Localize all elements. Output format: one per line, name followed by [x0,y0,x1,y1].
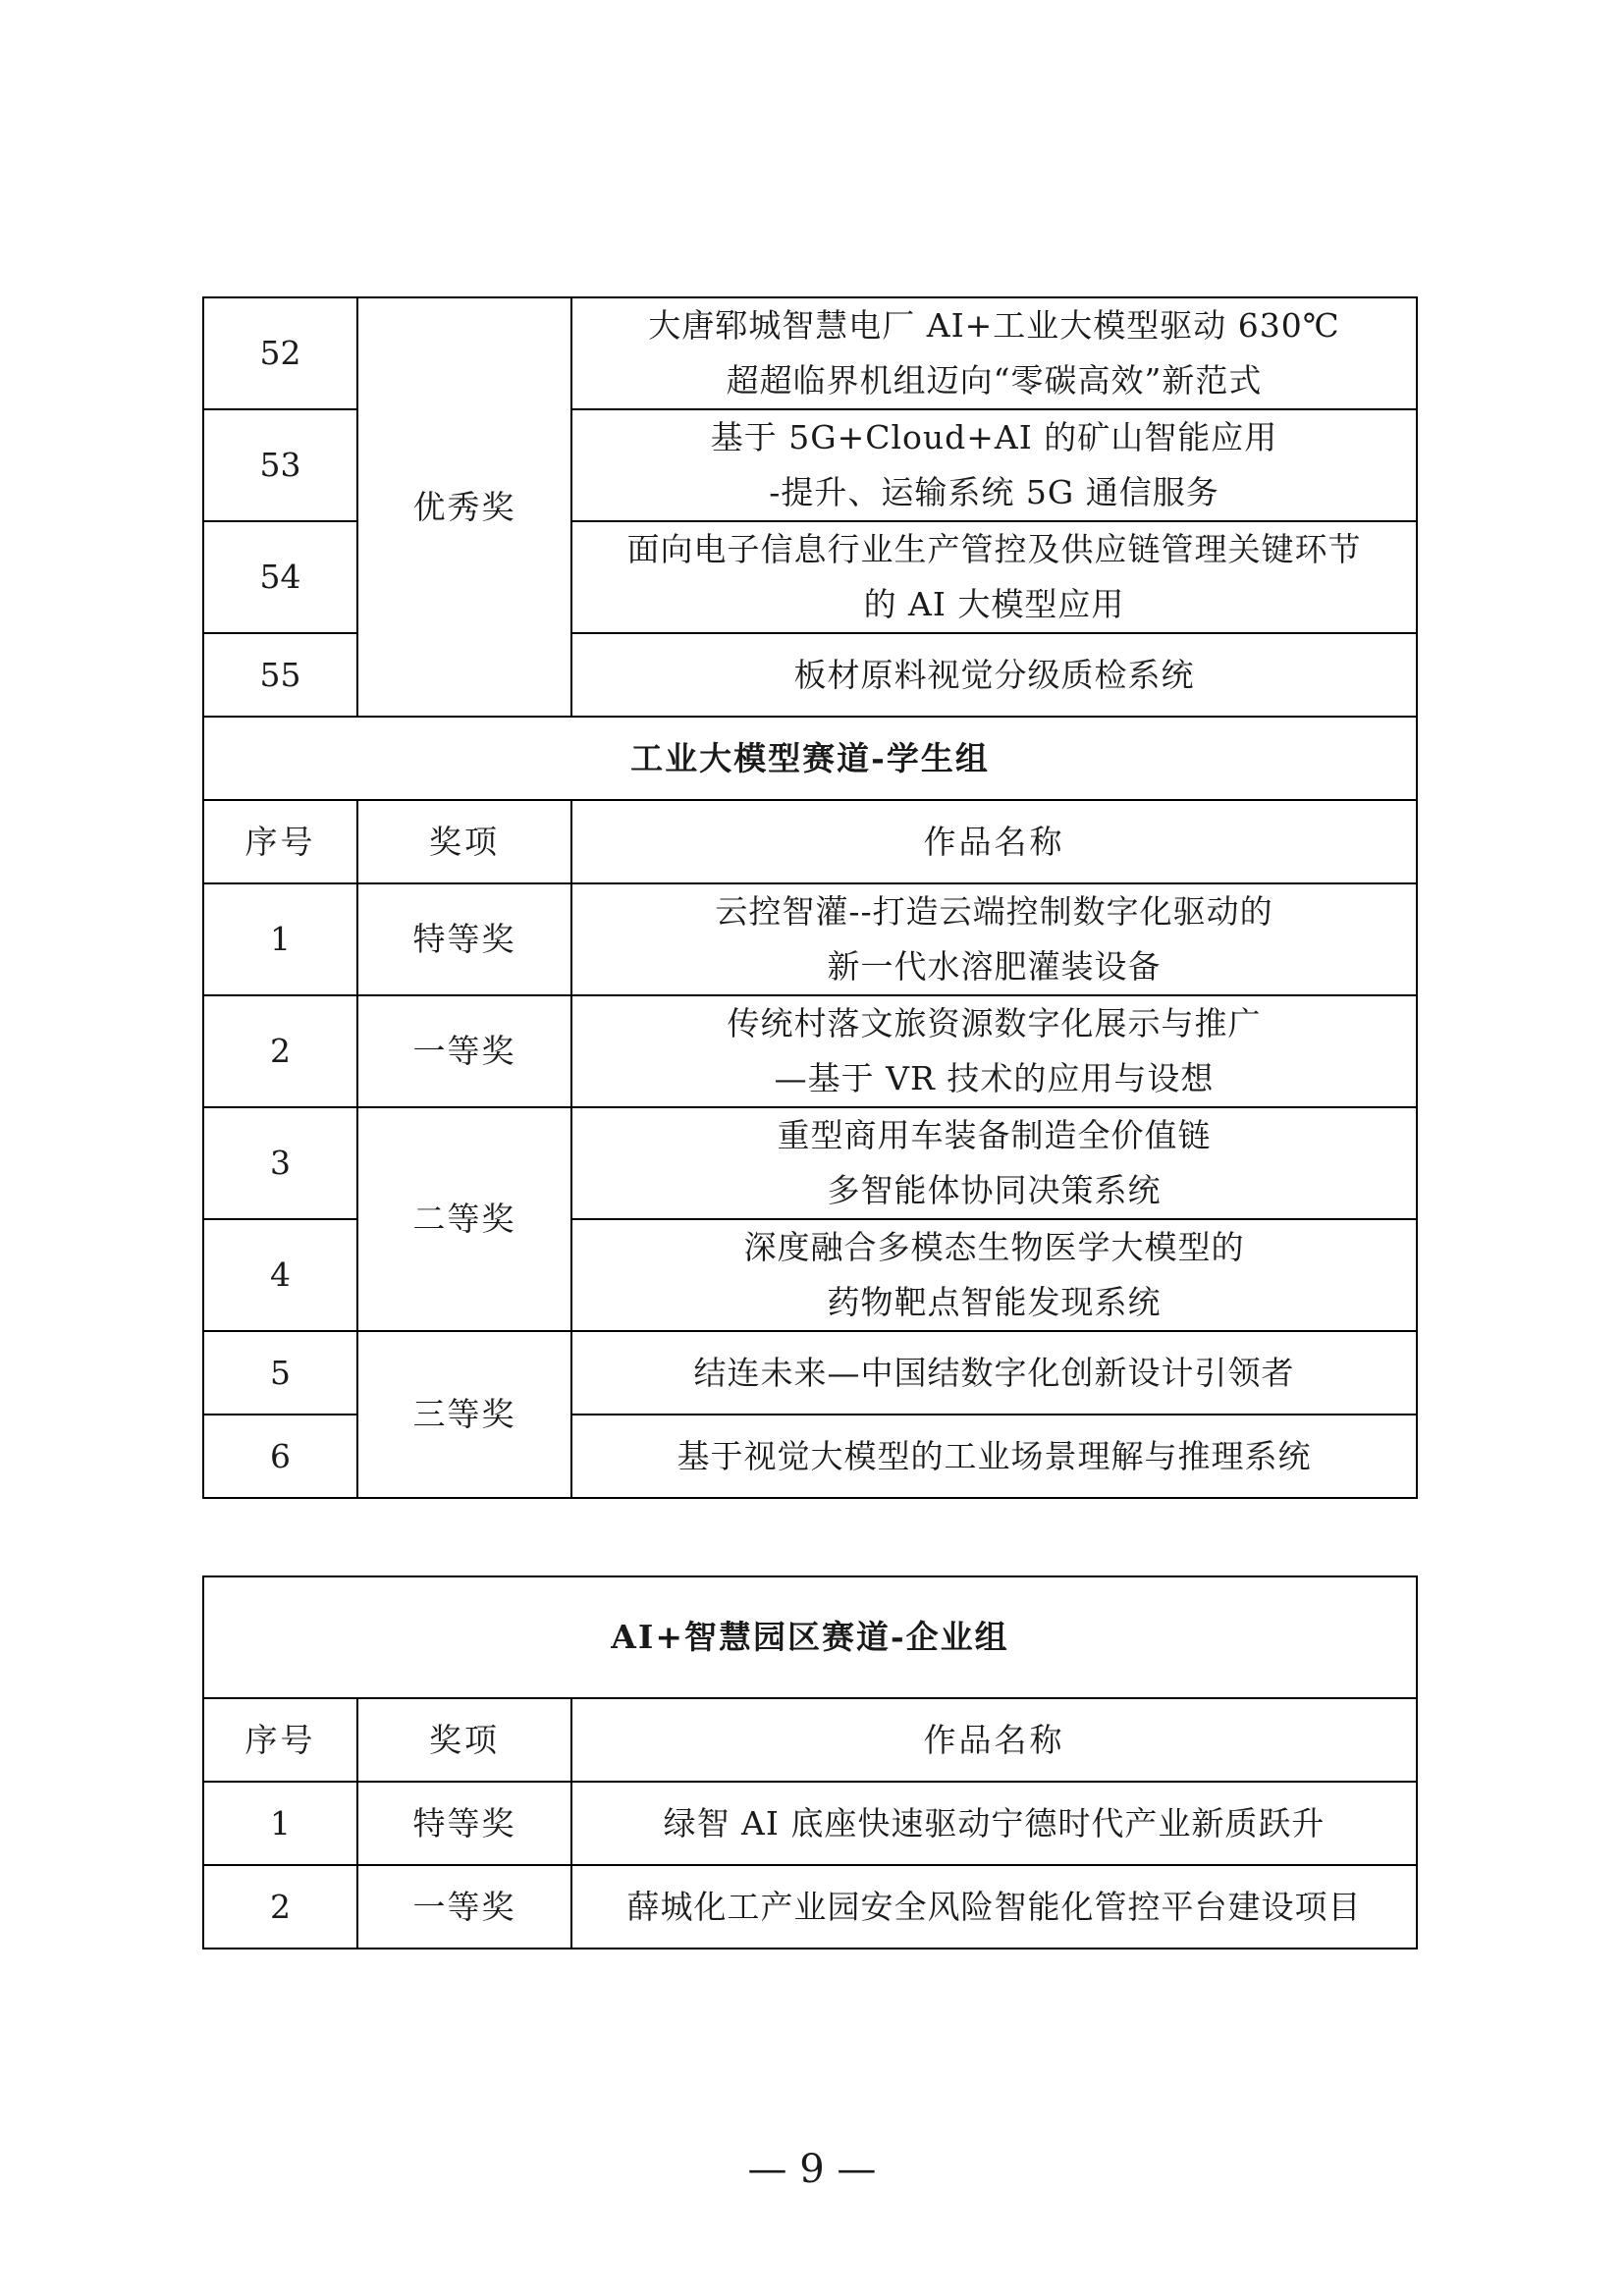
work-title [571,1331,1417,1415]
work-title-line: 云控智灌--打造云端控制数字化驱动的 [715,892,1273,931]
work-title-line: 面向电子信息行业生产管控及供应链管理关键环节 [626,530,1362,568]
row-number: 3 [203,1107,357,1219]
section-title-row [203,1576,1417,1698]
row-number: 55 [203,633,357,717]
column-header-award: 奖项 [357,800,571,883]
award-cell: 特等奖 [357,1782,571,1865]
section-title: 工业大模型赛道-学生组 [203,717,1417,800]
column-header-title: 作品名称 [571,1698,1417,1782]
header-row [203,800,1417,883]
row-number: 4 [203,1219,357,1331]
column-header-no: 序号 [203,1698,357,1782]
work-title-line: 多智能体协同决策系统 [827,1171,1162,1209]
table-row [203,1865,1417,1949]
work-title-line: 结连未来—中国结数字化创新设计引领者 [693,1353,1295,1392]
page-number: — 9 — [747,2147,877,2192]
row-number: 53 [203,409,357,521]
column-header-no: 序号 [203,800,357,883]
row-number: 5 [203,1331,357,1415]
column-header-title: 作品名称 [571,800,1417,883]
award-cell: 特等奖 [357,883,571,995]
work-title-line: 板材原料视觉分级质检系统 [793,655,1195,694]
table-row [203,995,1417,1107]
header-row [203,1698,1417,1782]
table-row [203,1107,1417,1219]
awards-table-smart-park [202,1575,1418,1949]
award-cell: 三等奖 [357,1331,571,1498]
section-title-row [203,717,1417,800]
work-title [571,409,1417,521]
column-header-award: 奖项 [357,1698,571,1782]
award-cell: 一等奖 [357,1865,571,1949]
work-title-line: 超超临界机组迈向“零碳高效”新范式 [726,361,1263,400]
work-title [571,1219,1417,1331]
work-title-line: —基于 VR 技术的应用与设想 [774,1059,1215,1097]
work-title-line: 大唐郓城智慧电厂 AI+工业大模型驱动 630℃ [648,306,1340,345]
row-number: 1 [203,1782,357,1865]
row-number: 52 [203,297,357,409]
work-title-line: 的 AI 大模型应用 [863,585,1125,623]
row-number: 6 [203,1415,357,1498]
work-title-line: 药物靶点智能发现系统 [827,1283,1162,1321]
work-title [571,633,1417,717]
section-title: AI+智慧园区赛道-企业组 [203,1576,1417,1698]
table-row [203,297,1417,409]
row-number: 1 [203,883,357,995]
table-row [203,1782,1417,1865]
work-title [571,1107,1417,1219]
work-title-line: 新一代水溶肥灌装设备 [827,947,1162,986]
table-row [203,883,1417,995]
row-number: 54 [203,521,357,633]
work-title [571,1415,1417,1498]
work-title-line: 传统村落文旅资源数字化展示与推广 [727,1004,1262,1042]
work-title [571,521,1417,633]
work-title [571,995,1417,1107]
work-title-line: -提升、运输系统 5G 通信服务 [769,473,1219,511]
award-cell: 一等奖 [357,995,571,1107]
work-title-line: 深度融合多模态生物医学大模型的 [743,1228,1245,1266]
award-cell: 优秀奖 [357,297,571,717]
work-title [571,883,1417,995]
row-number: 2 [203,995,357,1107]
work-title: 薛城化工产业园安全风险智能化管控平台建设项目 [571,1865,1417,1949]
row-number: 2 [203,1865,357,1949]
work-title-line: 基于 5G+Cloud+AI 的矿山智能应用 [710,418,1278,456]
work-title-line: 重型商用车装备制造全价值链 [777,1116,1212,1154]
award-cell: 二等奖 [357,1107,571,1331]
table-row [203,1331,1417,1415]
work-title [571,297,1417,409]
awards-table-industrial [202,296,1418,1499]
work-title-line: 基于视觉大模型的工业场景理解与推理系统 [677,1436,1312,1475]
work-title: 绿智 AI 底座快速驱动宁德时代产业新质跃升 [571,1782,1417,1865]
